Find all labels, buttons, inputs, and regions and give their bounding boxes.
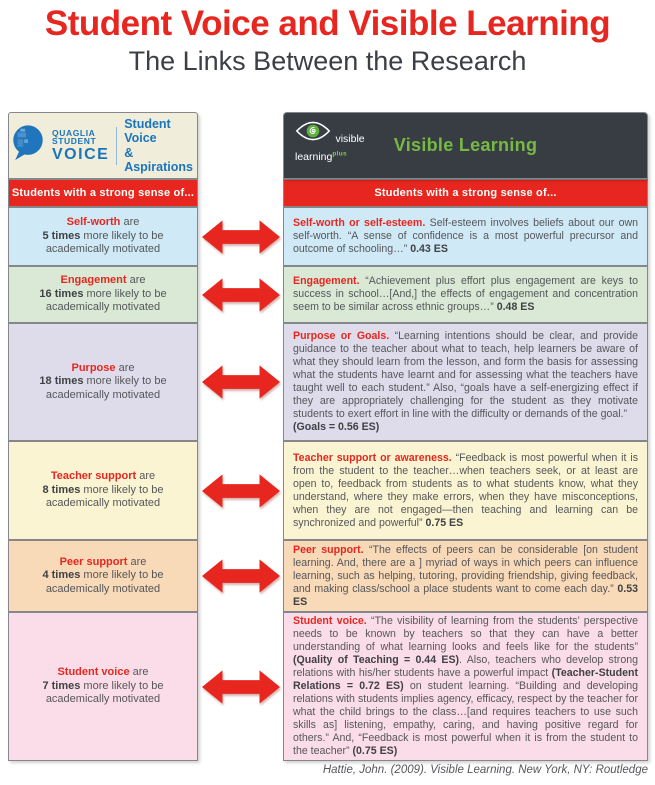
infographic-page bbox=[0, 4, 655, 785]
left-row-text: Purpose are 18 times more likely to be academically motivated bbox=[39, 361, 167, 401]
double-arrow-icon bbox=[198, 540, 283, 612]
right-row-text: Engagement. “Achievement plus effort plus engagement are keys to success in school…[And,] the effects of engagement and concentration seem to be similar across ethnic groups…” 0.48 ES bbox=[293, 275, 638, 313]
right-row-teacher-support bbox=[283, 441, 648, 540]
page-subtitle: The Links Between the Research bbox=[128, 46, 527, 76]
quaglia-tagline: Student Voice & Aspirations bbox=[124, 116, 193, 174]
logo-divider bbox=[116, 127, 117, 165]
right-row-text: Teacher support or awareness. “Feedback is most powerful when it is from the student to the teacher…when teachers seek, or at least are open to, feedback from students as to what students know, what they understand, where they make errors, when they have misconceptions, when they are not engaged—then teaching and learning can be synchronized and powerful” 0.75 ES bbox=[293, 451, 638, 529]
right-row-text: Student voice. “The visibility of learning from the students’ perspective needs to be known by teachers so that they can have a better understanding of what learning looks and feels like for the students” (Quality of Teaching = 0.44 ES). Also, teachers who develop strong relations with his/her students have a powerful impact (Teacher-Student Relations = 0.72 ES) on student learning. “Building and developing relations with students implies agency, efficacy, respect by the teacher for what the child brings to the class…[and requires teachers to use such skills as] listening, empathy, caring, and having positive regard for others.” And, “Feedback is most powerful when it is from the student to the teacher” (0.75 ES) bbox=[293, 615, 638, 757]
right-row-text: Self-worth or self-esteem. Self-esteem involves beliefs about our own self-worth. “A sense of confidence is a most powerful precursor and outcome of schooling…” 0.43 ES bbox=[293, 217, 639, 255]
double-arrow-icon bbox=[198, 441, 283, 540]
double-arrow-icon bbox=[198, 323, 283, 441]
right-row-text: Peer support. “The effects of peers can be considerable [on student learning. And, there are a ] myriad of ways in which peers can influence learning, such as helping, tutoring, providing friendship, giving feedback, and making class/school a place students want to come each day.” 0.53 ES bbox=[293, 543, 638, 608]
visible-learning-header-panel bbox=[283, 112, 648, 179]
visible-learning-logo bbox=[295, 120, 365, 165]
double-arrow-icon bbox=[198, 612, 283, 761]
left-row-text: Self-worth are 5 times more likely to be academically motivated bbox=[42, 216, 164, 256]
right-row-peer-support bbox=[283, 540, 648, 612]
right-row-purpose bbox=[283, 323, 648, 441]
visible-learning-wordmark: visible learning$^{plus}$ bbox=[295, 133, 365, 163]
quaglia-wordmark: QUAGLIA STUDENT VOICE bbox=[52, 127, 110, 163]
left-row-text: Teacher support are 8 times more likely to be academically motivated bbox=[42, 470, 164, 510]
citation: Hattie, John. (2009). Visible Learning. New York, NY: Routledge bbox=[322, 764, 648, 776]
left-row-text: Engagement are 16 times more likely to be academically motivated bbox=[39, 274, 167, 314]
double-arrow-icon bbox=[198, 266, 283, 323]
eye-spiral-icon bbox=[295, 129, 335, 146]
speech-bubble-icon bbox=[9, 123, 47, 168]
left-row-teacher-support bbox=[8, 441, 198, 540]
comparison-grid bbox=[8, 112, 648, 761]
left-row-text: Student voice are 7 times more likely to be academically motivated bbox=[42, 666, 164, 706]
visible-learning-title: Visible Learning bbox=[393, 135, 538, 155]
left-row-engagement bbox=[8, 266, 198, 323]
right-row-text: Purpose or Goals. “Learning intentions should be clear, and provide guidance to the teacher about what to teach, help learners be aware of what they should learn from the lesson, and form the basis for assessing what the students have learnt and for assessing what the teachers have taught well to each student.” Also, “goals have a self-energizing effect if they are appropriately challenging for the student as they motivate students to exert effort in line with the difficulty or demands of the goal.” (Goals = 0.56 ES) bbox=[293, 330, 638, 433]
left-row-peer-support bbox=[8, 540, 198, 612]
right-subheader-bar: Students with a strong sense of... bbox=[283, 179, 648, 207]
right-row-engagement bbox=[283, 266, 648, 323]
left-row-student-voice bbox=[8, 612, 198, 761]
right-row-student-voice bbox=[283, 612, 648, 761]
right-row-self-worth bbox=[283, 207, 648, 266]
left-row-purpose bbox=[8, 323, 198, 441]
page-title: Student Voice and Visible Learning bbox=[44, 4, 611, 43]
left-row-self-worth bbox=[8, 207, 198, 266]
double-arrow-icon bbox=[198, 207, 283, 266]
left-subheader-bar: Students with a strong sense of... bbox=[8, 179, 198, 207]
quaglia-header-panel bbox=[8, 112, 198, 179]
left-row-text: Peer support are 4 times more likely to be academically motivated bbox=[42, 555, 164, 595]
